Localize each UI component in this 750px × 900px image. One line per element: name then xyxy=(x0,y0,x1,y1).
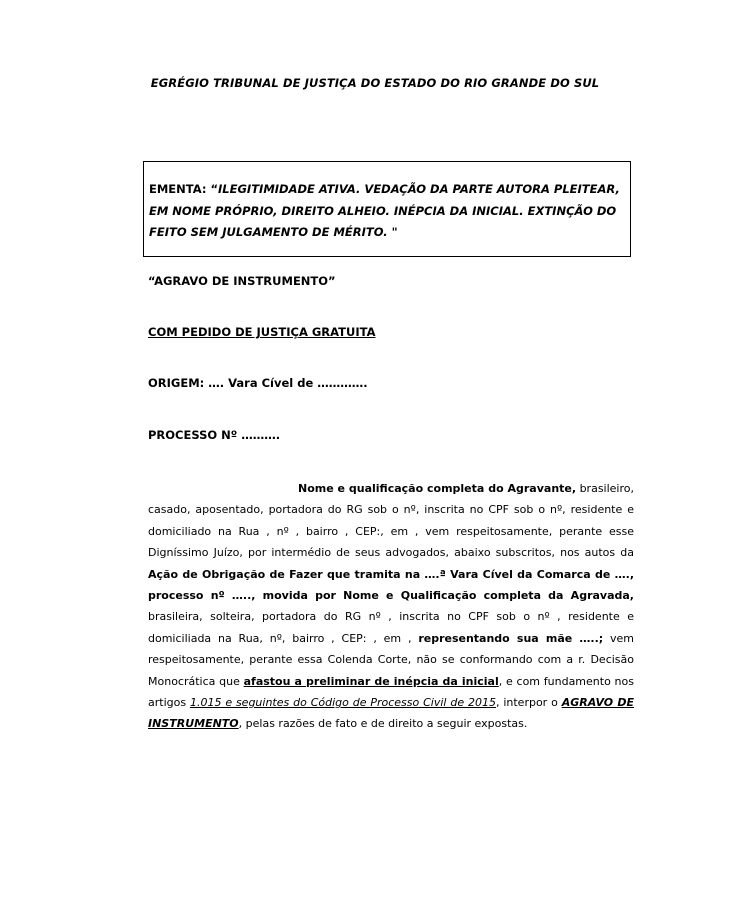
heading-processo: PROCESSO Nº ………. xyxy=(148,428,281,442)
heading-origem: ORIGEM: …. Vara Cível de …………. xyxy=(148,376,368,390)
agravo-term: AGRAVO DE INSTRUMENTO xyxy=(148,696,634,731)
agravada-qualification: brasileira, solteira, portadora do RG nº , inscrita no CPF sob o nº , residente e domiciliada na Rua, nº, bairro , CEP: , em , xyxy=(148,610,634,645)
decision-subject: afastou a preliminar de inépcia da inicial xyxy=(243,674,499,688)
ementa-text xyxy=(149,179,625,244)
decision-intro: vem respeitosamente, perante essa Colenda Corte, não se conformando com a r. Decisão Monocrática que xyxy=(148,631,634,688)
closing-text: , pelas razões de fato e de direito a seguir expostas. xyxy=(238,717,528,731)
interpose-text: , interpor o xyxy=(495,696,562,710)
heading-agravo: “AGRAVO DE INSTRUMENTO” xyxy=(148,274,336,288)
heading-justica-gratuita: COM PEDIDO DE JUSTIÇA GRATUITA xyxy=(148,325,376,339)
legal-basis-intro: , e com fundamento nos artigos xyxy=(148,674,634,710)
action-description: Ação de Obrigação de Fazer que tramita na ….ª Vara Cível da Comarca de …., processo nº ….., movida por Nome e Qualificação completa da Agravada, xyxy=(148,567,634,603)
representation-note: representando sua mãe …..; xyxy=(418,631,604,645)
agravante-qualification: brasileiro, casado, aposentado, portadora do RG sob o nº, inscrita no CPF sob o nº, residente e domiciliado na Rua , nº , bairro , CEP:, em , vem respeitosamente, perante esse Digníssimo Juízo, por intermédio de seus advogados, abaixo subscritos, nos autos da xyxy=(148,482,634,560)
ementa-box xyxy=(143,161,631,257)
ementa-label: EMENTA: “ xyxy=(149,182,219,196)
legal-articles: 1.015 e seguintes do Código de Processo Civil de 2015 xyxy=(189,696,496,710)
agravante-name: Nome e qualificação completa do Agravante, xyxy=(298,482,577,495)
ementa-body: ILEGITIMIDADE ATIVA. VEDAÇÃO DA PARTE AUTORA PLEITEAR, EM NOME PRÓPRIO, DIREITO ALHEIO. INÉPCIA DA INICIAL. EXTINÇÃO DO FEITO SEM JULGAMENTO DE MÉRITO. xyxy=(149,182,620,239)
ementa-close-quote: " xyxy=(391,225,398,239)
main-paragraph xyxy=(148,478,634,735)
court-title: EGRÉGIO TRIBUNAL DE JUSTIÇA DO ESTADO DO RIO GRANDE DO SUL xyxy=(150,76,600,90)
